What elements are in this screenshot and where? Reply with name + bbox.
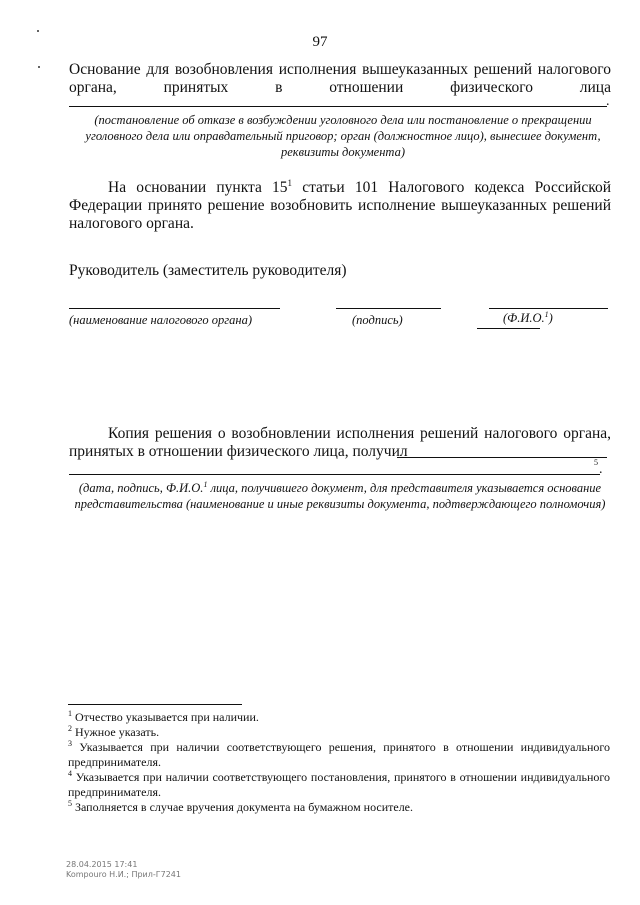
scan-speck <box>38 66 40 68</box>
footnote-5 <box>68 796 610 815</box>
caption-full-name-ref: 1 <box>544 310 549 319</box>
decision-footnote-ref: 1 <box>287 178 293 188</box>
decision-text-start: На основании пункта 15 <box>108 179 288 197</box>
footnote-3-text: Указывается при наличии соответствующего решения, принятого в отношении индивидуального предпринимателя. <box>68 740 611 769</box>
caption-full-name <box>503 310 553 326</box>
head-label: Руководитель (заместитель руководителя) <box>69 262 347 279</box>
footnote-4 <box>68 766 610 800</box>
footnote-2-text: Нужное указать. <box>75 725 160 739</box>
basis-text: Основание для возобновления исполнения вышеуказанных решений налогового органа, принятых в отношении физического лица <box>69 61 611 96</box>
copy-note-end: лица, получившего документ, для представителя указывается основание представительства (наименование и иные реквизиты документа, подтверждающего полномочия) <box>74 481 606 512</box>
decision-text-end: статьи 101 Налогового кодекса Российской Федерации принято решение возобновить исполнение вышеуказанных решений налогового органа. <box>69 179 611 233</box>
footnote-1-num: 1 <box>68 709 72 718</box>
caption-full-name-close: ) <box>548 311 553 326</box>
footnote-3 <box>68 736 610 770</box>
basis-trailing-dot: . <box>606 94 610 109</box>
decision-paragraph <box>69 174 611 233</box>
copy-note <box>69 477 611 512</box>
basis-note: (постановление об отказе в возбуждении уголовного дела или постановление о прекращении уголовного дела или оправдательный приговор; орган (должностное лицо), вынесшее документ, реквизиты документа) <box>85 113 601 159</box>
copy-received-fill-line-2 <box>69 474 600 475</box>
footnote-4-num: 4 <box>68 769 72 778</box>
copy-note-ref: 1 <box>203 480 208 489</box>
page-number: 97 <box>312 34 328 50</box>
copy-trailing-dot: . <box>599 462 603 477</box>
copy-note-start: (дата, подпись, Ф.И.О. <box>78 481 204 496</box>
copy-received-fill-line <box>397 457 607 458</box>
footnote-1-text: Отчество указывается при наличии. <box>75 710 259 724</box>
copy-footnote-ref: 5 <box>594 458 598 467</box>
footnote-separator <box>68 704 242 705</box>
org-sign-line <box>69 308 280 309</box>
print-stamp-date: 28.04.2015 17:41 <box>66 860 138 869</box>
footnote-2-num: 2 <box>68 724 72 733</box>
copy-received-text: Копия решения о возобновлении исполнения решений налогового органа, принятых в отношении физического лица, получил <box>69 425 611 460</box>
caption-signature: (подпись) <box>352 313 403 327</box>
caption-tax-authority: (наименование налогового органа) <box>69 313 252 327</box>
name-sign-line <box>489 308 608 309</box>
print-stamp-author: Kompouro Н.И.; Прил-Г7241 <box>66 870 181 879</box>
caption-full-name-text: (Ф.И.О. <box>503 311 545 326</box>
scan-speck <box>37 30 39 32</box>
footnote-5-num: 5 <box>68 799 72 808</box>
basis-fill-line <box>69 106 607 107</box>
basis-text-line1 <box>69 61 611 97</box>
footnote-5-text: Заполняется в случае вручения документа на бумажном носителе. <box>75 800 414 814</box>
signature-line <box>336 308 441 309</box>
footnote-4-text: Указывается при наличии соответствующего постановления, принятого в отношении индивидуального предпринимателя. <box>68 770 610 799</box>
footnote-3-num: 3 <box>68 739 72 748</box>
caption-name-underline <box>477 328 540 329</box>
